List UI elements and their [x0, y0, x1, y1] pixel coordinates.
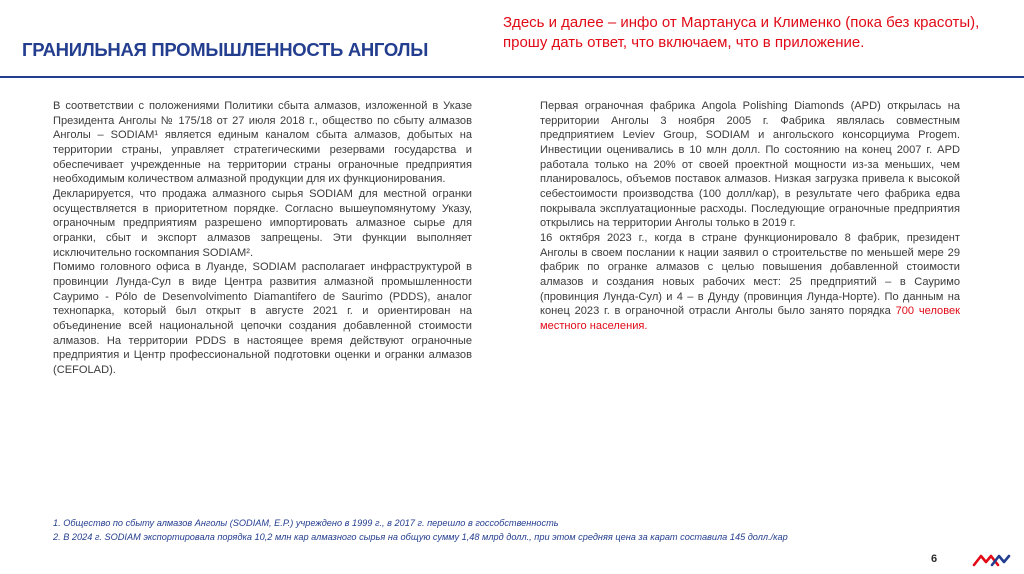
right-paragraph-2-text: 16 октября 2023 г., когда в стране функционировало 8 фабрик, президент Анголы в своем послании к нации заявил о строительстве по меньшей мере 29 фабрик по огранке алмазов с целью повышения добавленной стоимости алмазов и создания новых рабочих мест: 25 предприятий – в Сауримо (провинция Лунда-Сул) и 4 – в Дунду (провинция Лунда-Норте). По данным на конец 2023 г. в ограночной отрасли Анголы было занято порядка [540, 231, 960, 318]
company-logo-icon [972, 553, 1012, 567]
right-paragraph-2 [540, 231, 960, 334]
left-paragraph-3: Помимо головного офиса в Луанде, SODIAM располагает инфраструктурой в провинции Лунда-Сул в виде Центра развития алмазной промышленности Сауримо - Pólo de Desenvolvimento Diamantifero de Saurimo (PDDS), аналог технопарка, который был открыт в августе 2021 г. и ориентирован на объединение всей национальной цепочки создания добавленной стоимости алмазов. На территории PDDS в настоящее время действуют ограночные предприятия и Центр профессиональной подготовки оценки и огранки алмазов (CEFOLAD). [53, 261, 472, 376]
left-paragraph-2: Декларируется, что продажа алмазного сырья SODIAM для местной огранки осуществляется в приоритетном порядке. Согласно вышеупомянутому Указу, ограночным предприятиям разрешено импортировать алмазное сырье для огранки, сбыт и экспорт алмазов запрещены. Эти функции выполняет исключительно госкомпания SODIAM². [53, 187, 472, 259]
footnote-2: 2. В 2024 г. SODIAM экспортировала порядка 10,2 млн кар алмазного сырья на общую сумму 1,48 млрд долл., при этом средняя цена за карат составила 145 долл./кар [53, 532, 788, 542]
right-text-column [540, 99, 960, 334]
footnote-1: 1. Общество по сбыту алмазов Анголы (SODIAM, E.P.) учреждено в 1999 г., в 2017 г. перешло в госсобственность [53, 518, 559, 528]
highlighted-employment-figure: 700 человек местного населения. [540, 305, 960, 332]
footnotes [53, 516, 953, 544]
editor-note: Здесь и далее – инфо от Мартануса и Клименко (пока без красоты), прошу дать ответ, что включаем, что в приложение. [503, 14, 980, 51]
header-divider [0, 76, 1024, 78]
slide-title: ГРАНИЛЬНАЯ ПРОМЫШЛЕННОСТЬ АНГОЛЫ [22, 39, 428, 60]
page-number: 6 [931, 553, 938, 565]
left-paragraph-1: В соответствии с положениями Политики сбыта алмазов, изложенной в Указе Президента Анголы № 175/18 от 27 июля 2018 г., обществo по сбыту алмазов Анголы – SODIAM¹ является единым каналом сбыта алмазов, добытых на территории страны, управляет стратегическими резервами государства и обеспечивает учрежденные на территории страны ограночные предприятия необходимым количеством алмазной продукции для их функционирования. [53, 100, 472, 186]
right-paragraph-1: Первая ограночная фабрика Angola Polishing Diamonds (APD) открылась на территории Анголы 3 ноября 2005 г. Фабрика являлась совместным предприятием Leviev Group, SODIAM и ангольского консорциума Progem. Инвестиции оценивались в 10 млн долл. По состоянию на конец 2007 г. APD работала только на 20% от своей проектной мощности из-за меньших, чем планировалось, объемов поставок алмазов. Низкая загрузка привела к высокой себестоимости производства (100 долл/кар), в результате чего фабрика едва покрывала эксплуатационные расходы. Последующие ограночные предприятия открылись на территории Анголы только в 2019 г. [540, 100, 960, 230]
left-text-column [53, 99, 472, 377]
